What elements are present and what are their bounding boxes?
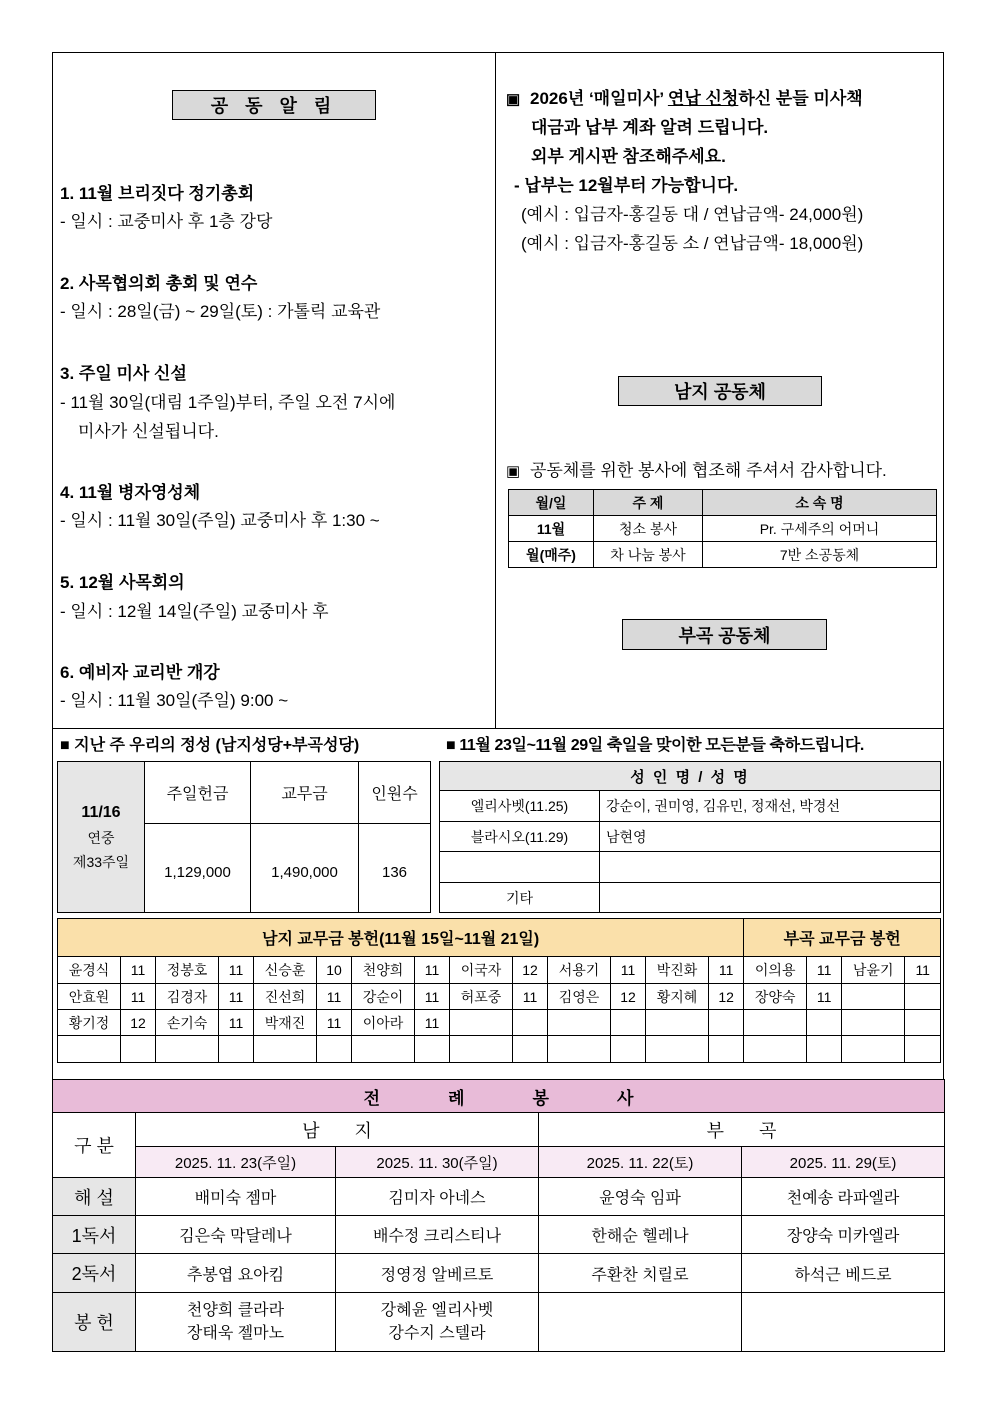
header-topic: 주 제 (594, 490, 703, 516)
notice-1-title: 1. 11월 브리짓다 정기총회 (60, 184, 255, 203)
liturgy-title: 전례봉사 (53, 1080, 945, 1113)
offering-table (57, 761, 431, 913)
table-row: 2독서 추봉엽 요아킴 정영정 알베르토 주환찬 치릴로 하석근 베드로 (53, 1254, 945, 1293)
header-sunday-collection: 주일헌금 (145, 762, 251, 824)
offertory-cell: 강혜윤 엘리사벳 강수지 스텔라 (336, 1293, 539, 1352)
table-row: 엘리사벳(11.25) 강순이, 권미영, 김유민, 정재선, 박경선 (440, 791, 941, 822)
table-row (53, 1293, 945, 1352)
header-attendance: 인원수 (359, 762, 431, 824)
table-row: 황기정 12 손기숙 11 박재진 11 이아라 11 (58, 1010, 941, 1036)
namji-service-table (508, 489, 937, 568)
offering-section-title: ■ 지난 주 우리의 정성 (남지성당+부곡성당) (60, 737, 360, 754)
filled-square-bullet-icon: ■ (60, 737, 70, 754)
offering-week: 제33주일 (72, 854, 130, 870)
sunday-collection-value: 1,129,000 (145, 824, 251, 913)
notice-6-detail: - 일시 : 11월 30일(주일) 9:00 ~ (60, 691, 289, 710)
notice-4-title: 4. 11월 병자영성체 (60, 483, 201, 502)
feast-day-table (439, 761, 941, 913)
attendance-value: 136 (359, 824, 431, 913)
feast-section-title: ■ 11월 23일~11월 29일 축일을 맞이한 모든분들 축하드립니다. (446, 737, 864, 754)
date-cell: 2025. 11. 30(주일) (336, 1147, 539, 1178)
notice-5-detail: - 일시 : 12월 14일(주일) 교중미사 후 (60, 602, 329, 621)
offering-week-cell (58, 762, 145, 913)
role-label: 봉 헌 (53, 1293, 136, 1352)
missal-line-4: - 납부는 12월부터 가능합니다. (514, 176, 739, 195)
role-label: 1독서 (53, 1216, 136, 1254)
offertory-cell: 천양희 클라라 장태욱 젤마노 (136, 1293, 336, 1352)
column-divider (495, 52, 496, 729)
table-row: 기타 (440, 883, 941, 913)
table-row: 11월 청소 봉사 Pr. 구세주의 어머니 (509, 516, 937, 542)
role-label: 해 설 (53, 1178, 136, 1216)
notice-3-title: 3. 주일 미사 신설 (60, 364, 187, 383)
notice-1-detail: - 일시 : 교중미사 후 1층 강당 (60, 212, 273, 231)
notice-5-title: 5. 12월 사목회의 (60, 573, 185, 592)
framed-square-bullet-icon: ▣ (506, 463, 521, 480)
table-row: 1독서 김은숙 막달레나 배수정 크리스티나 한해순 헬레나 장양숙 미카엘라 (53, 1216, 945, 1254)
header-group: 소 속 명 (703, 490, 937, 516)
missal-line-3: 외부 게시판 참조해주세요. (531, 147, 726, 166)
group-bugok: 부 곡 (539, 1113, 945, 1147)
group-namji: 남 지 (136, 1113, 539, 1147)
table-row: 해 설 배미숙 젬마 김미자 아네스 윤영숙 임파 천예송 라파엘라 (53, 1178, 945, 1216)
table-row (58, 1036, 941, 1063)
offertory-cell (742, 1293, 945, 1352)
date-cell: 2025. 11. 23(주일) (136, 1147, 336, 1178)
missal-line-2: 대금과 납부 계좌 알려 드립니다. (531, 118, 769, 137)
offering-season: 연중 (87, 830, 115, 846)
header-date: 월/일 (509, 490, 594, 516)
parish-dues-value: 1,490,000 (251, 824, 359, 913)
table-row: 블라시오(11.29) 남현영 (440, 822, 941, 852)
offertory-cell (539, 1293, 742, 1352)
bugok-community-title: 부곡 공동체 (622, 619, 827, 650)
namji-thanks: ▣ 공동체를 위한 봉사에 협조해 주셔서 감사합니다. (506, 460, 887, 483)
missal-line-1: ▣ 2026년 ‘매일미사’ 연납 신청하신 분들 미사책 (506, 88, 863, 111)
notice-2-title: 2. 사목협의회 총회 및 연수 (60, 274, 258, 293)
filled-square-bullet-icon: ■ (446, 737, 456, 754)
category-label: 구 분 (53, 1113, 136, 1178)
notice-3-detail-cont: 미사가 신설됩니다. (78, 422, 219, 441)
parish-dues-table (57, 918, 941, 1063)
missal-example-1: (예시 : 입금자-홍길동 대 / 연납금액- 24,000원) (521, 205, 864, 224)
namji-dues-header: 남지 교무금 봉헌(11월 15일~11월 21일) (58, 919, 744, 957)
framed-square-bullet-icon: ▣ (506, 91, 521, 108)
table-row: 안효원 11 김경자 11 진선희 11 강순이 11 허포중 11 김영은 12 황지혜 12 장양숙 11 (58, 984, 941, 1010)
underlined-emphasis: 연납 신청 (667, 89, 739, 108)
notice-6-title: 6. 예비자 교리반 개강 (60, 663, 220, 682)
feast-header: 성 인 명 / 성 명 (440, 762, 941, 791)
notice-2-detail: - 일시 : 28일(금) ~ 29일(토) : 가톨릭 교육관 (60, 302, 381, 321)
offering-date: 11/16 (81, 804, 121, 821)
role-label: 2독서 (53, 1254, 136, 1293)
date-cell: 2025. 11. 22(토) (539, 1147, 742, 1178)
liturgy-service-table (52, 1079, 945, 1352)
missal-example-2: (예시 : 입금자-홍길동 소 / 연납금액- 18,000원) (521, 234, 864, 253)
header-parish-dues: 교무금 (251, 762, 359, 824)
table-row: 윤경식 11 정봉호 11 신승훈 10 천양희 11 이국자 12 서용기 11 박진화 11 이의용 11 남윤기 11 (58, 957, 941, 984)
table-row: 월(매주) 차 나눔 봉사 7반 소공동체 (509, 542, 937, 568)
notices-title: 공 동 알 림 (172, 90, 376, 120)
namji-community-title: 남지 공동체 (618, 376, 822, 406)
bugok-dues-header: 부곡 교무금 봉헌 (744, 919, 941, 957)
notice-3-detail: - 11월 30일(대림 1주일)부터, 주일 오전 7시에 (60, 393, 396, 412)
date-cell: 2025. 11. 29(토) (742, 1147, 945, 1178)
notice-4-detail: - 일시 : 11월 30일(주일) 교중미사 후 1:30 ~ (60, 511, 380, 530)
table-row (440, 852, 941, 883)
